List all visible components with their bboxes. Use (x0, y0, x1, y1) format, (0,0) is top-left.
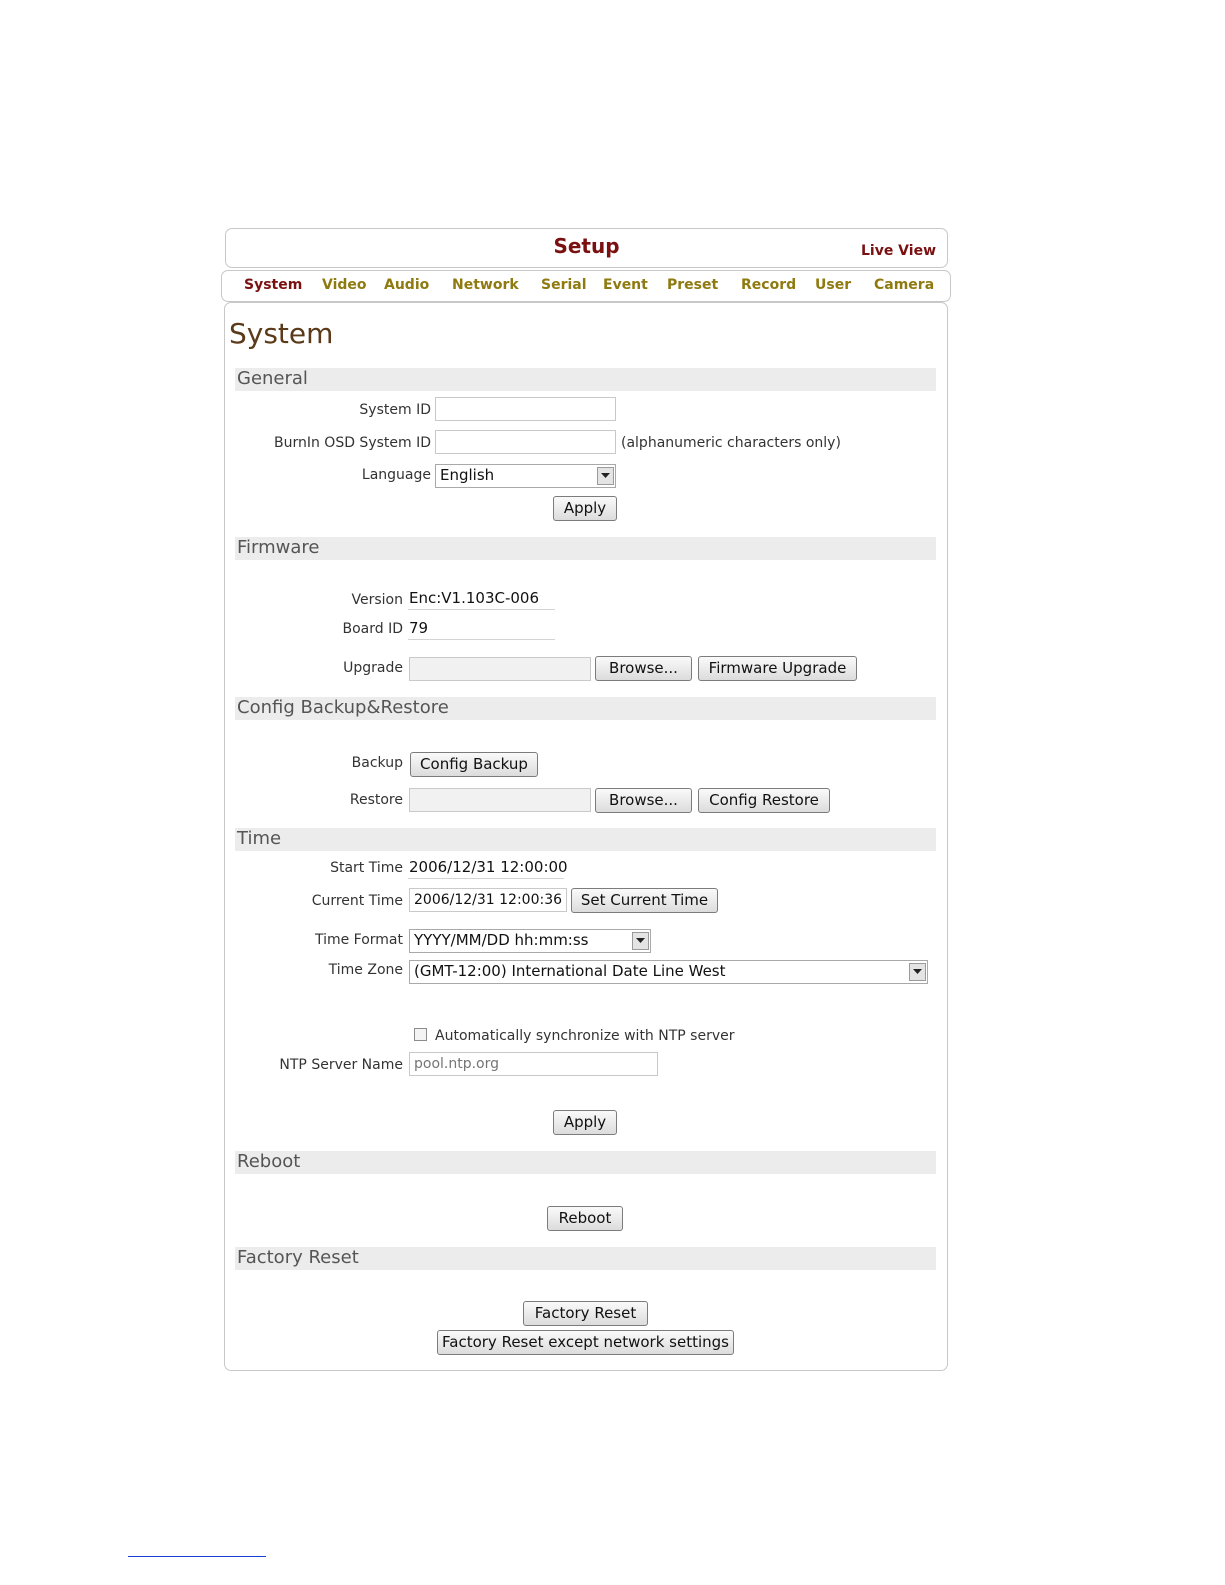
config-browse-button[interactable]: Browse... (595, 788, 692, 813)
time-apply-button[interactable]: Apply (553, 1110, 617, 1135)
start-time-value: 2006/12/31 12:00:00 (408, 858, 564, 879)
upgrade-file-input[interactable] (409, 657, 591, 681)
section-factory-reset (235, 1247, 936, 1270)
language-label: Language (361, 467, 431, 483)
firmware-browse-button[interactable]: Browse... (595, 656, 692, 681)
start-time-label: Start Time (330, 860, 403, 876)
time-zone-value: (GMT-12:00) International Date Line West (414, 962, 726, 980)
tab-bar (221, 270, 951, 302)
firmware-upgrade-button[interactable]: Firmware Upgrade (698, 656, 857, 681)
section-title: Time (237, 828, 282, 849)
current-time-input[interactable] (409, 888, 567, 912)
ntp-server-input[interactable] (409, 1052, 658, 1076)
version-value: Enc:V1.103C-006 (408, 589, 555, 610)
general-apply-button[interactable]: Apply (553, 496, 617, 521)
section-reboot (235, 1151, 936, 1174)
section-title: Factory Reset (237, 1247, 359, 1268)
board-id-value: 79 (408, 619, 555, 640)
tab-system[interactable]: System (244, 277, 303, 293)
config-backup-button[interactable]: Config Backup (410, 752, 538, 777)
board-id-label: Board ID (342, 621, 403, 637)
section-time (235, 828, 936, 851)
time-zone-select[interactable] (409, 960, 928, 984)
tab-network[interactable]: Network (452, 277, 519, 293)
content-panel (224, 302, 948, 1371)
section-title: Firmware (237, 537, 320, 558)
ntp-server-label: NTP Server Name (279, 1057, 403, 1073)
section-firmware (235, 537, 936, 560)
factory-reset-except-network-button[interactable]: Factory Reset except network settings (437, 1330, 734, 1355)
osd-note: (alphanumeric characters only) (621, 435, 841, 451)
restore-file-input[interactable] (409, 788, 591, 812)
version-label: Version (351, 592, 403, 608)
ntp-sync-label: Automatically synchronize with NTP server (435, 1028, 735, 1044)
time-zone-label: Time Zone (328, 962, 403, 978)
tab-serial[interactable]: Serial (541, 277, 587, 293)
reboot-button[interactable]: Reboot (547, 1206, 623, 1231)
tab-record[interactable]: Record (741, 277, 797, 293)
factory-reset-button[interactable]: Factory Reset (523, 1301, 648, 1326)
set-current-time-button[interactable]: Set Current Time (571, 888, 718, 913)
header-bar (225, 228, 948, 268)
tab-event[interactable]: Event (603, 277, 648, 293)
chevron-down-icon (597, 467, 614, 485)
live-view-link[interactable]: Live View (860, 243, 936, 259)
restore-label: Restore (349, 792, 403, 808)
osd-system-id-label: BurnIn OSD System ID (273, 435, 431, 451)
tab-camera[interactable]: Camera (874, 277, 935, 293)
chevron-down-icon (909, 963, 926, 981)
page-title: System (229, 317, 334, 350)
section-general (235, 368, 936, 391)
ntp-sync-checkbox[interactable] (414, 1028, 427, 1041)
tab-preset[interactable]: Preset (667, 277, 719, 293)
footnote-separator (128, 1556, 266, 1557)
tab-video[interactable]: Video (322, 277, 367, 293)
section-title: Config Backup&Restore (237, 697, 449, 718)
language-select[interactable] (435, 464, 616, 488)
time-format-label: Time Format (314, 932, 403, 948)
osd-system-id-input[interactable] (435, 430, 616, 454)
tab-user[interactable]: User (815, 277, 852, 293)
time-format-value: YYYY/MM/DD hh:mm:ss (414, 931, 589, 949)
tab-audio[interactable]: Audio (384, 277, 430, 293)
upgrade-label: Upgrade (343, 660, 403, 676)
section-title: General (237, 368, 308, 389)
current-time-label: Current Time (311, 893, 403, 909)
time-format-select[interactable] (409, 929, 651, 953)
system-id-input[interactable] (435, 397, 616, 421)
section-config (235, 697, 936, 720)
setup-title: Setup (553, 234, 620, 258)
section-title: Reboot (237, 1151, 301, 1172)
language-value: English (440, 466, 495, 484)
backup-label: Backup (351, 755, 403, 771)
system-id-label: System ID (359, 402, 431, 418)
config-restore-button[interactable]: Config Restore (698, 788, 830, 813)
chevron-down-icon (632, 932, 649, 950)
